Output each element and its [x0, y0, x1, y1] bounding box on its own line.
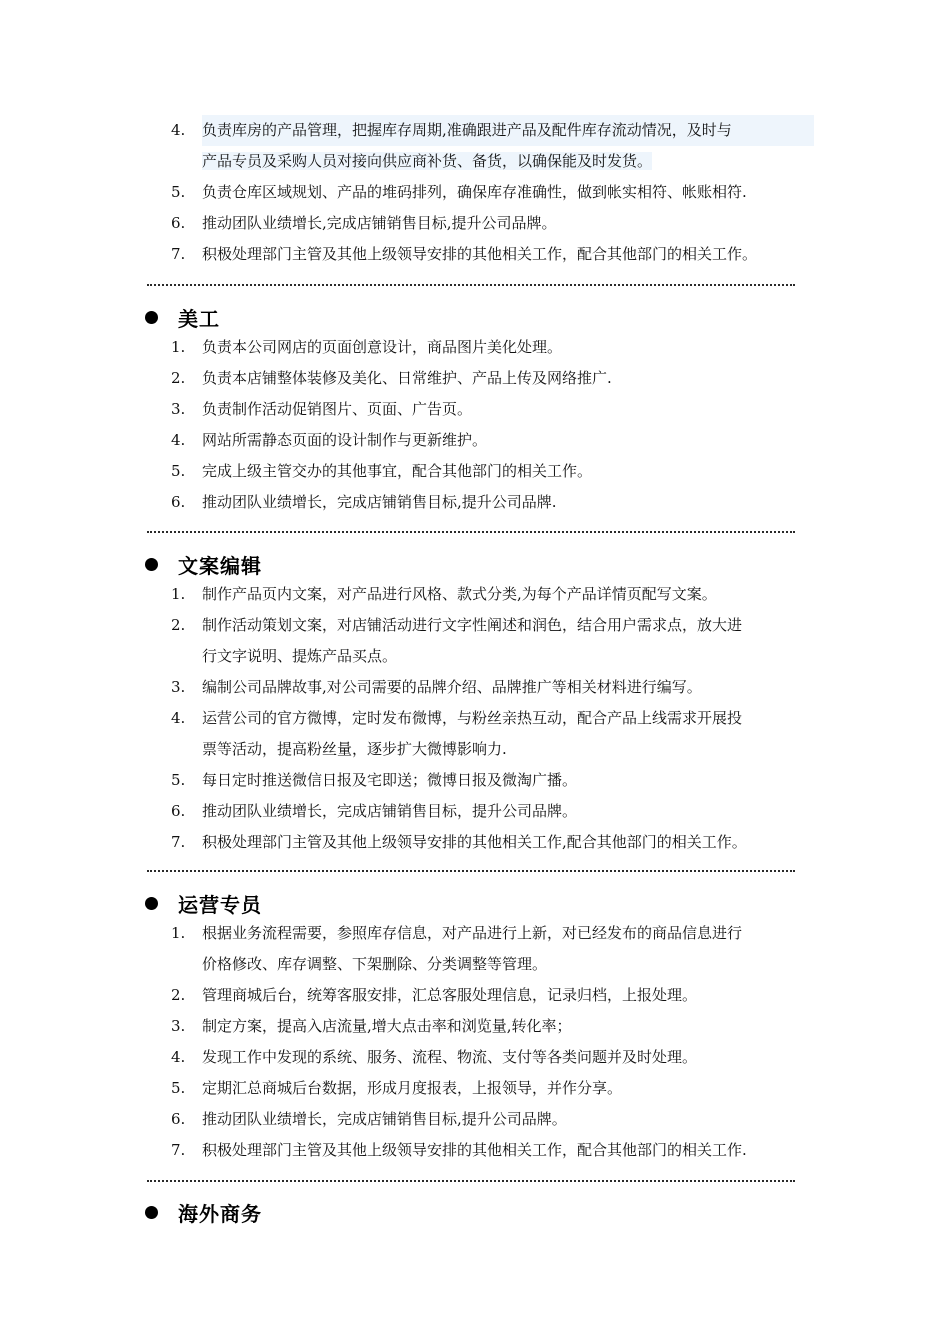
- list-item: [0, 765, 950, 796]
- list-item: [0, 487, 950, 518]
- list-item: [0, 456, 950, 487]
- item-line: 制作活动策划文案，对店铺活动进行文字性阐述和润色，结合用户需求点，放大进: [202, 616, 743, 634]
- item-number: 6.: [171, 493, 186, 511]
- list-item: [0, 1011, 950, 1042]
- item-text: [202, 827, 814, 858]
- list-item: [0, 363, 950, 394]
- item-text: [202, 115, 814, 177]
- design-duty-list: [0, 332, 950, 518]
- dotted-separator: [147, 870, 795, 872]
- item-number: 5.: [171, 1079, 186, 1097]
- item-number: 6.: [171, 214, 186, 232]
- section-title: 运营专员: [178, 892, 262, 917]
- item-number: 4.: [171, 431, 186, 449]
- item-line: 推动团队业绩增长,完成店铺销售目标,提升公司品牌。: [202, 214, 557, 232]
- item-line: 负责仓库区域规划、产品的堆码排列，确保库存准确性，做到帐实相符、帐账相符.: [202, 183, 747, 201]
- item-number: 6.: [171, 1110, 186, 1128]
- item-text: [202, 487, 814, 518]
- list-item: [0, 610, 950, 672]
- list-item: [0, 208, 950, 239]
- item-text: [202, 456, 814, 487]
- item-text: [202, 918, 814, 980]
- item-text: [202, 703, 814, 765]
- item-line: 网站所需静态页面的设计制作与更新维护。: [202, 431, 488, 449]
- item-line: 每日定时推送微信日报及宅即送；微博日报及微淘广播。: [202, 771, 578, 789]
- list-item: [0, 980, 950, 1011]
- item-text: [202, 1073, 814, 1104]
- item-text: [202, 980, 814, 1011]
- bullet-icon: [145, 311, 158, 324]
- item-line: 负责制作活动促销图片、页面、广告页。: [202, 400, 473, 418]
- item-number: 7.: [171, 245, 186, 263]
- list-item: [0, 1042, 950, 1073]
- item-number: 7.: [171, 833, 186, 851]
- bullet-icon: [145, 558, 158, 571]
- item-line: 根据业务流程需要，参照库存信息，对产品进行上新，对已经发布的商品信息进行: [202, 924, 743, 942]
- warehouse-duty-list: [0, 115, 950, 270]
- item-line: 制定方案，提高入店流量,增大点击率和浏览量,转化率；: [202, 1017, 572, 1035]
- item-line: 制作产品页内文案，对产品进行风格、款式分类,为每个产品详情页配写文案。: [202, 585, 717, 603]
- item-line: 完成上级主管交办的其他事宜，配合其他部门的相关工作。: [202, 462, 593, 480]
- item-text: [202, 1042, 814, 1073]
- item-text: [202, 765, 814, 796]
- item-line: 负责本公司网店的页面创意设计，商品图片美化处理。: [202, 338, 563, 356]
- item-text: [202, 208, 814, 239]
- item-text: [202, 363, 814, 394]
- item-line: 积极处理部门主管及其他上级领导安排的其他相关工作，配合其他部门的相关工作。: [202, 245, 758, 263]
- list-item: [0, 239, 950, 270]
- item-line: 行文字说明、提炼产品买点。: [202, 647, 398, 665]
- item-number: 1.: [171, 338, 186, 356]
- item-line: 负责本店铺整体装修及美化、日常维护、产品上传及网络推广.: [202, 369, 612, 387]
- list-item: [0, 703, 950, 765]
- list-item: [0, 796, 950, 827]
- item-line: 推动团队业绩增长，完成店铺销售目标,提升公司品牌.: [202, 493, 557, 511]
- item-number: 3.: [171, 678, 186, 696]
- bullet-icon: [145, 1206, 158, 1219]
- list-item: [0, 332, 950, 363]
- item-number: 3.: [171, 400, 186, 418]
- item-line: 管理商城后台，统筹客服安排，汇总客服处理信息，记录归档，上报处理。: [202, 986, 698, 1004]
- item-line: 积极处理部门主管及其他上级领导安排的其他相关工作,配合其他部门的相关工作。: [202, 833, 747, 851]
- section-heading-design: [145, 302, 220, 332]
- section-heading-overseas: [145, 1197, 262, 1227]
- list-item: [0, 672, 950, 703]
- dotted-separator: [147, 284, 795, 286]
- list-item: [0, 115, 950, 177]
- item-number: 4.: [171, 121, 186, 139]
- item-number: 1.: [171, 924, 186, 942]
- item-line: 积极处理部门主管及其他上级领导安排的其他相关工作，配合其他部门的相关工作.: [202, 1141, 747, 1159]
- item-line: 推动团队业绩增长，完成店铺销售目标，提升公司品牌。: [202, 802, 578, 820]
- section-title: 美工: [178, 306, 220, 331]
- item-text: [202, 332, 814, 363]
- item-line: 价格修改、库存调整、下架删除、分类调整等管理。: [202, 955, 548, 973]
- item-number: 5.: [171, 771, 186, 789]
- dotted-separator: [147, 531, 795, 533]
- list-item: [0, 579, 950, 610]
- bullet-icon: [145, 897, 158, 910]
- section-title: 文案编辑: [178, 553, 262, 578]
- item-number: 2.: [171, 616, 186, 634]
- item-number: 4.: [171, 1048, 186, 1066]
- section-heading-operations: [145, 888, 262, 918]
- item-text: [202, 1135, 814, 1166]
- list-item: [0, 827, 950, 858]
- list-item: [0, 918, 950, 980]
- item-line: 产品专员及采购人员对接向供应商补货、备货，以确保能及时发货。: [202, 152, 653, 170]
- section-title: 海外商务: [178, 1201, 262, 1226]
- item-line: 编制公司品牌故事,对公司需要的品牌介绍、品牌推广等相关材料进行编写。: [202, 678, 702, 696]
- operations-duty-list: [0, 918, 950, 1166]
- list-item: [0, 425, 950, 456]
- item-number: 1.: [171, 585, 186, 603]
- list-item: [0, 394, 950, 425]
- item-number: 5.: [171, 462, 186, 480]
- item-text: [202, 610, 814, 672]
- item-number: 7.: [171, 1141, 186, 1159]
- item-number: 2.: [171, 369, 186, 387]
- item-number: 5.: [171, 183, 186, 201]
- list-item: [0, 1104, 950, 1135]
- dotted-separator: [147, 1180, 795, 1182]
- item-text: [202, 1011, 814, 1042]
- list-item: [0, 177, 950, 208]
- item-text: [202, 239, 814, 270]
- item-text: [202, 579, 814, 610]
- item-text: [202, 1104, 814, 1135]
- item-line: 发现工作中发现的系统、服务、流程、物流、支付等各类问题并及时处理。: [202, 1048, 698, 1066]
- item-number: 3.: [171, 1017, 186, 1035]
- item-number: 4.: [171, 709, 186, 727]
- section-heading-copywriting: [145, 549, 262, 579]
- item-text: [202, 425, 814, 456]
- item-text: [202, 672, 814, 703]
- list-item: [0, 1073, 950, 1104]
- item-line: 负责库房的产品管理，把握库存周期,准确跟进产品及配件库存流动情况，及时与: [202, 115, 814, 146]
- list-item: [0, 1135, 950, 1166]
- item-line: 票等活动，提高粉丝量，逐步扩大微博影响力.: [202, 740, 507, 758]
- item-number: 6.: [171, 802, 186, 820]
- item-text: [202, 394, 814, 425]
- item-number: 2.: [171, 986, 186, 1004]
- copywriting-duty-list: [0, 579, 950, 858]
- item-text: [202, 177, 814, 208]
- item-line: 运营公司的官方微博，定时发布微博，与粉丝亲热互动，配合产品上线需求开展投: [202, 709, 743, 727]
- item-line: 推动团队业绩增长，完成店铺销售目标,提升公司品牌。: [202, 1110, 567, 1128]
- item-line: 定期汇总商城后台数据，形成月度报表，上报领导，并作分享。: [202, 1079, 623, 1097]
- item-text: [202, 796, 814, 827]
